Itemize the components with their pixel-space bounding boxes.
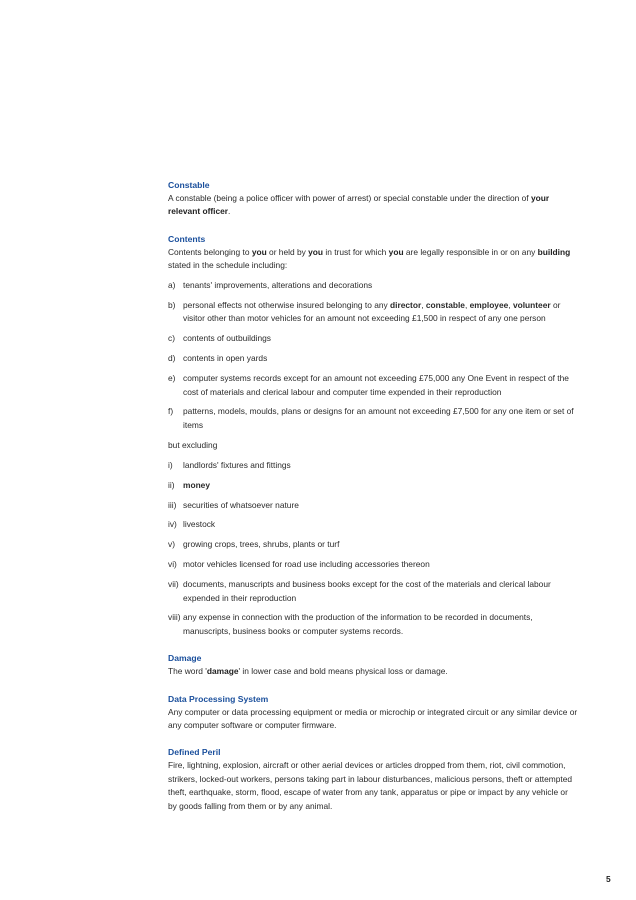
list-item-bold-term: director [390,300,422,311]
damage-text: The word ' [168,666,207,677]
data-processing-definition: Any computer or data processing equipment or media or microchip or integrated circuit or any similar device or any computer software or computer firmware. [168,706,578,731]
list-item-text: contents of outbuildings [183,333,271,344]
excluding-item [168,518,578,531]
definition-contents [168,232,578,638]
list-item-text [183,558,578,571]
contents-intro-text: are legally responsible in or on any [403,246,536,257]
list-item-text: landlords' fixtures and fittings [183,459,291,470]
including-item [168,279,578,292]
contents-intro-bold-term: you [388,246,404,257]
list-item-text: , [421,300,426,311]
including-list [168,279,578,432]
list-marker: iii) [168,499,177,510]
list-marker: c) [168,333,175,344]
list-item-text [183,538,578,551]
excluding-item [168,611,578,638]
including-item [168,332,578,345]
list-item-text: computer systems records except for an amount not exceeding £75,000 any One Event in respect of the cost of materials and clerical labour and computer time expended in their reproduction [183,373,569,397]
list-item-text [183,279,578,292]
including-item [168,372,578,399]
contents-intro [168,246,578,273]
heading-data-processing-system: Data Processing System [168,693,269,704]
list-marker: f) [168,406,174,417]
list-item-text: motor vehicles licensed for road use including accessories thereon [183,559,430,570]
list-item-text: contents in open yards [183,353,268,364]
definition-constable [168,178,578,219]
list-item-text [183,299,578,326]
damage-bold-term: damage [206,666,239,677]
list-item-bold-term: constable [425,300,465,311]
constable-text-end: . [228,206,231,217]
list-item-text: patterns, models, moulds, plans or designs for an amount not exceeding £7,500 for any one item or set of items [183,406,574,430]
definition-data-processing-system [168,692,578,733]
contents-intro-line-1 [168,247,535,257]
list-item-text [183,479,578,492]
including-item [168,405,578,432]
defined-peril-definition: Fire, lightning, explosion, aircraft or other aerial devices or articles dropped from them, riot, civil commotion, strikers, locked-out workers, persons taking part in labour disturbances, malicious persons, theft or attempted theft, earthquake, storm, flood, escape of water from any tank, apparatus or pipe or impact by any vehicle or by goods falling from them or by any animal. [168,760,573,811]
contents-intro-text: stated in the schedule including: [168,260,288,271]
excluding-list [168,459,578,639]
list-marker: iv) [168,519,177,530]
list-item-text [183,611,578,638]
list-item-text [183,518,578,531]
list-marker: b) [168,300,176,311]
list-item-text: personal effects not otherwise insured belonging to any [183,300,391,311]
list-marker: a) [168,280,176,291]
contents-intro-bold-term: you [308,246,324,257]
list-marker: i) [168,459,173,470]
list-marker: viii) [168,612,181,623]
list-item-text: tenants' improvements, alterations and decorations [183,280,373,291]
but-excluding-label: but excluding [168,439,218,450]
page-number: 5 [606,874,611,884]
list-item-text [183,372,578,399]
list-item-text: growing crops, trees, shrubs, plants or turf [183,539,340,550]
constable-text: A constable (being a police officer with power of arrest) or special constable under the direction of [168,193,529,203]
definition-defined-peril [168,745,578,813]
list-item-text: , [508,300,513,311]
excluding-item [168,538,578,551]
excluding-item [168,499,578,512]
list-item-text [183,499,578,512]
list-item-text [183,405,578,432]
list-item-text: livestock [183,519,216,530]
list-item-bold-term: volunteer [512,300,551,311]
list-marker: v) [168,539,175,550]
heading-defined-peril: Defined Peril [168,747,221,758]
list-item-text [183,459,578,472]
damage-definition [168,665,578,678]
list-marker: vii) [168,579,179,590]
list-marker: e) [168,373,176,384]
heading-constable: Constable [168,180,210,190]
excluding-item [168,578,578,605]
list-item-text [183,352,578,365]
contents-intro-text: Contents belonging to [168,246,252,257]
list-marker: vi) [168,559,177,570]
list-item-bold-term: employee [469,300,509,311]
contents-intro-bold-term: you [251,246,267,257]
list-marker: d) [168,353,176,364]
contents-intro-text: or held by [266,246,309,257]
definition-damage [168,651,578,678]
constable-definition [168,192,578,219]
including-item [168,352,578,365]
list-item-text: , [464,300,470,311]
heading-damage: Damage [168,653,202,664]
excluding-item [168,479,578,492]
list-item-text: any expense in connection with the production of the information to be recorded in documents, manuscripts, business books or computer systems records. [183,612,533,636]
excluding-item [168,459,578,472]
document-body [168,178,578,826]
list-item-text [183,332,578,345]
list-item-text: or visitor other than motor vehicles for an amount not exceeding £1,500 in respect of any one person [183,300,561,324]
list-item-bold-term: money [183,479,210,490]
excluding-item [168,558,578,571]
contents-intro-text: in trust for which [323,246,389,257]
contents-intro-bold-term: building [537,246,571,257]
list-item-text: documents, manuscripts and business books except for the cost of the materials and clerical labour expended in their reproduction [183,579,551,603]
list-item-text: securities of whatsoever nature [183,499,299,510]
damage-text: ' in lower case and bold means physical loss or damage. [238,666,448,677]
heading-contents: Contents [168,233,206,244]
including-item [168,299,578,326]
list-marker: ii) [168,479,175,490]
list-item-text [183,578,578,605]
constable-bold-term: your relevant officer [168,193,550,217]
